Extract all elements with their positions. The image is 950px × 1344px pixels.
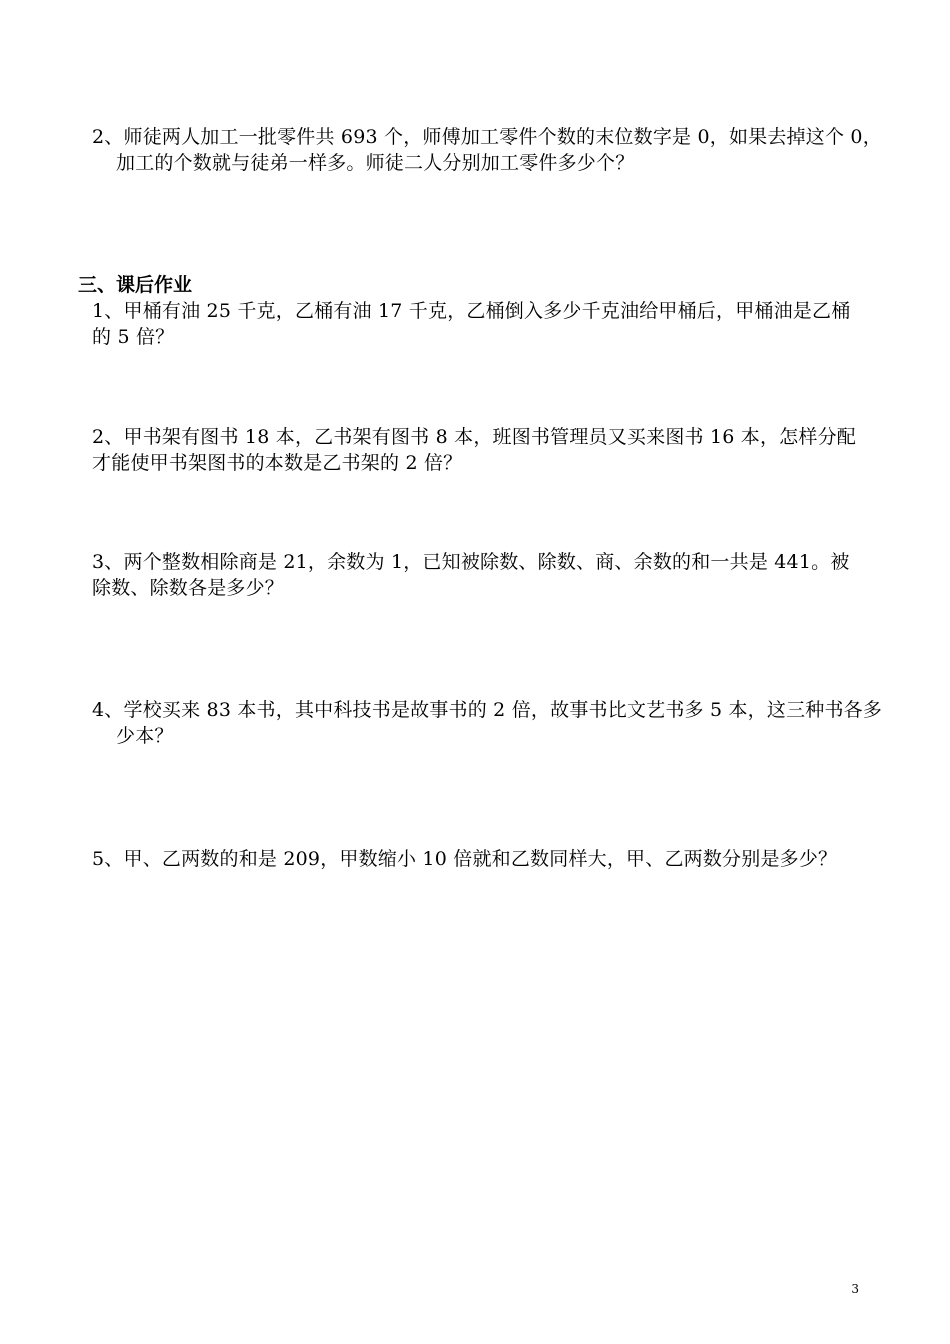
homework-problem-2: 2、甲书架有图书 18 本，乙书架有图书 8 本，班图书管理员又买来图书 16 本，怎样分配才能使甲书架图书的本数是乙书架的 2 倍？ xyxy=(92,426,856,474)
section-heading-homework: 三、课后作业 xyxy=(78,274,193,296)
page-number: 3 xyxy=(851,1282,859,1296)
homework-problem-3: 3、两个整数相除商是 21，余数为 1，已知被除数、除数、商、余数的和一共是 441。被除数、除数各是多少？ xyxy=(92,551,850,599)
homework-problem-5: 5、甲、乙两数的和是 209，甲数缩小 10 倍就和乙数同样大，甲、乙两数分别是多少？ xyxy=(92,848,838,870)
problem-2-previous-section: 2、师徒两人加工一批零件共 693 个，师傅加工零件个数的末位数字是 0，如果去掉这个 0，加工的个数就与徒弟一样多。师徒二人分别加工零件多少个？ xyxy=(92,126,882,174)
homework-problem-4: 4、学校买来 83 本书，其中科技书是故事书的 2 倍，故事书比文艺书多 5 本，这三种书各多少本？ xyxy=(92,699,883,747)
homework-problem-1: 1、甲桶有油 25 千克，乙桶有油 17 千克，乙桶倒入多少千克油给甲桶后，甲桶油是乙桶的 5 倍？ xyxy=(92,300,851,348)
